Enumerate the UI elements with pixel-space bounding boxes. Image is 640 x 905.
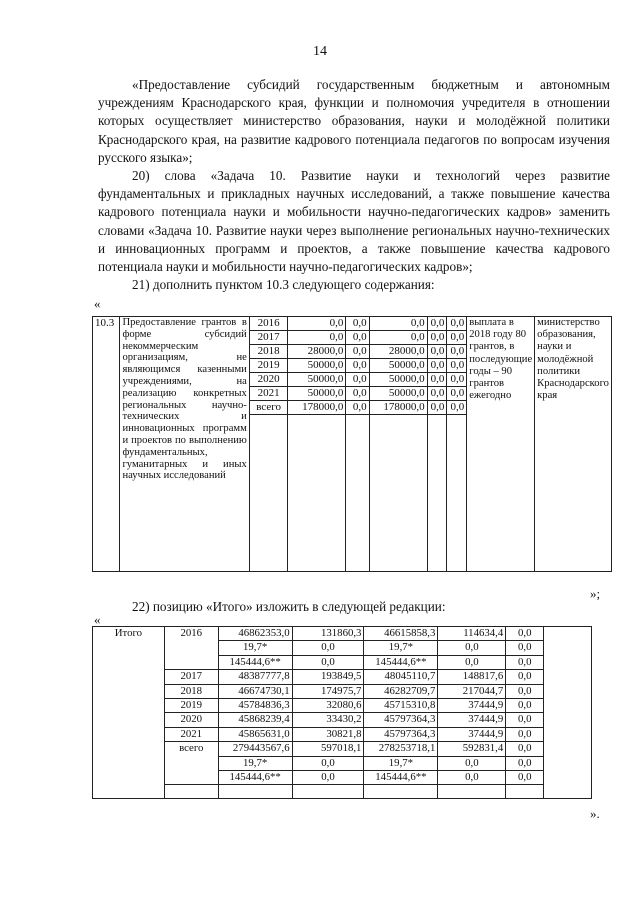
table-row [93,317,612,331]
value-cell: 0,0 [346,387,369,401]
value-cell: 131860,3 [292,627,364,641]
value-cell: 178000,0 [288,401,346,415]
year-cell: 2016 [164,627,218,670]
year-cell: 2017 [249,331,288,345]
value-cell: 0,0 [346,359,369,373]
value-cell: 0,0 [506,684,544,698]
value-cell: 0,0 [292,756,364,770]
year-cell: 2020 [249,373,288,387]
value-cell: 37444,9 [438,727,506,741]
table-row [93,627,592,641]
year-cell: 2018 [164,684,218,698]
value-cell: 0,0 [506,771,544,785]
table-row [93,699,592,713]
quote-close-2: ». [590,806,600,821]
value-cell: 0,0 [346,401,369,415]
value-cell: 0,0 [447,317,467,331]
value-cell: 19,7* [364,641,438,655]
value-cell: 0,0 [506,699,544,713]
value-cell: 0,0 [447,373,467,387]
value-cell: 45784836,3 [218,699,292,713]
year-cell: 2020 [164,713,218,727]
value-cell: 0,0 [506,727,544,741]
value-cell: 19,7* [218,756,292,770]
value-cell: 0,0 [346,317,369,331]
value-cell: 0,0 [506,713,544,727]
value-cell: 0,0 [506,641,544,655]
year-cell: 2019 [249,359,288,373]
value-cell: 46674730,1 [218,684,292,698]
value-cell: 30821,8 [292,727,364,741]
table-row [93,684,592,698]
year-cell: всего [164,742,218,785]
value-cell: 0,0 [288,317,346,331]
value-cell: 0,0 [427,373,447,387]
item-executor: министерство образования, науки и молодёжной политики Краснодарского края [535,317,612,572]
value-cell: 0,0 [292,771,364,785]
table-row [93,742,592,756]
value-cell: 48387777,8 [218,670,292,684]
value-cell: 217044,7 [438,684,506,698]
value-cell: 0,0 [427,331,447,345]
value-cell: 50000,0 [369,387,427,401]
value-cell: 48045110,7 [364,670,438,684]
value-cell: 0,0 [369,317,427,331]
table-item-10-3 [92,316,612,572]
value-cell: 45797364,3 [364,713,438,727]
value-cell: 0,0 [438,771,506,785]
quote-close-1: »; [590,586,601,601]
value-cell: 28000,0 [369,345,427,359]
year-cell: всего [249,401,288,415]
value-cell: 0,0 [427,317,447,331]
year-cell: 2021 [164,727,218,741]
value-cell: 279443567,6 [218,742,292,756]
value-cell: 592831,4 [438,742,506,756]
value-cell: 0,0 [288,331,346,345]
value-cell: 19,7* [218,641,292,655]
value-cell: 178000,0 [369,401,427,415]
value-cell: 50000,0 [288,373,346,387]
value-cell: 50000,0 [288,359,346,373]
value-cell: 45865631,0 [218,727,292,741]
paragraph-item-22: 22) позицию «Итого» изложить в следующей редакции: [132,599,446,614]
value-cell: 0,0 [506,670,544,684]
paragraph-item-20: 20) слова «Задача 10. Развитие науки и технологий через развитие фундаментальных и прикладных научных исследований, а также повышение качества кадрового потенциала науки и мобильности научно-педагогических кадров» заменить словами «Задача 10. Развитие науки через выполнение региональных научно-технических и инновационных программ и проектов, а также повышение качества кадрового потенциала науки и мобильности научно-педагогических кадров»; [98,168,610,275]
item-description: Предоставление грантов в форме субсидий некоммерческим организациям, не являющимся казенными учреждениями, на реализацию конкретных региональных научно-технических и инновационных программ и проектов по выполнению фундаментальных, гуманитарных и иных научных исследований [120,317,249,572]
paragraph-item-21: 21) дополнить пунктом 10.3 следующего содержания: [132,277,435,292]
value-cell: 32080,6 [292,699,364,713]
table-row [93,727,592,741]
value-cell: 0,0 [369,331,427,345]
value-cell: 0,0 [447,345,467,359]
item-result: выплата в 2018 году 80 грантов, в последующие годы – 90 грантов ежегодно [467,317,535,572]
value-cell: 0,0 [447,387,467,401]
value-cell: 145444,6** [364,655,438,669]
table-row [93,713,592,727]
year-cell: 2018 [249,345,288,359]
value-cell: 0,0 [427,345,447,359]
value-cell: 145444,6** [218,771,292,785]
value-cell: 0,0 [427,401,447,415]
table-row-spacer [93,785,592,799]
value-cell: 0,0 [438,655,506,669]
value-cell: 0,0 [438,756,506,770]
value-cell: 46862353,0 [218,627,292,641]
total-label: Итого [93,627,165,799]
table-row [93,670,592,684]
year-cell: 2016 [249,317,288,331]
value-cell: 0,0 [292,655,364,669]
paragraph-subsidies: «Предоставление субсидий государственным бюджетным и автономным учреждениям Краснодарского края, функции и полномочия учредителя в отношении которых осуществляет министерство образования, науки и молодёжной политики Краснодарского края, на развитие кадрового потенциала педагогов по вопросам изучения русского языка»; [98,77,610,165]
value-cell: 50000,0 [369,359,427,373]
value-cell: 174975,7 [292,684,364,698]
value-cell: 193849,5 [292,670,364,684]
value-cell: 0,0 [438,641,506,655]
year-cell: 2021 [249,387,288,401]
value-cell: 0,0 [447,401,467,415]
value-cell: 33430,2 [292,713,364,727]
value-cell: 0,0 [346,345,369,359]
value-cell: 50000,0 [288,387,346,401]
value-cell: 0,0 [427,359,447,373]
quote-open-2: « [94,612,101,627]
quote-open-1: « [94,296,101,311]
value-cell: 45868239,4 [218,713,292,727]
value-cell: 45715310,8 [364,699,438,713]
value-cell: 145444,6** [364,771,438,785]
value-cell: 0,0 [447,359,467,373]
empty-cell [544,627,592,799]
value-cell: 0,0 [506,742,544,756]
value-cell: 0,0 [427,387,447,401]
value-cell: 597018,1 [292,742,364,756]
item-number: 10.3 [93,317,120,572]
value-cell: 28000,0 [288,345,346,359]
value-cell: 37444,9 [438,699,506,713]
value-cell: 45797364,3 [364,727,438,741]
value-cell: 0,0 [346,373,369,387]
value-cell: 37444,9 [438,713,506,727]
value-cell: 145444,6** [218,655,292,669]
value-cell: 46615858,3 [364,627,438,641]
value-cell: 0,0 [346,331,369,345]
value-cell: 0,0 [447,331,467,345]
year-cell: 2017 [164,670,218,684]
value-cell: 148817,6 [438,670,506,684]
value-cell: 0,0 [292,641,364,655]
table-total [92,626,592,799]
value-cell: 0,0 [506,627,544,641]
value-cell: 278253718,1 [364,742,438,756]
page-number: 14 [313,44,327,59]
year-cell: 2019 [164,699,218,713]
value-cell: 0,0 [506,655,544,669]
value-cell: 19,7* [364,756,438,770]
value-cell: 0,0 [506,756,544,770]
value-cell: 114634,4 [438,627,506,641]
value-cell: 46282709,7 [364,684,438,698]
value-cell: 50000,0 [369,373,427,387]
